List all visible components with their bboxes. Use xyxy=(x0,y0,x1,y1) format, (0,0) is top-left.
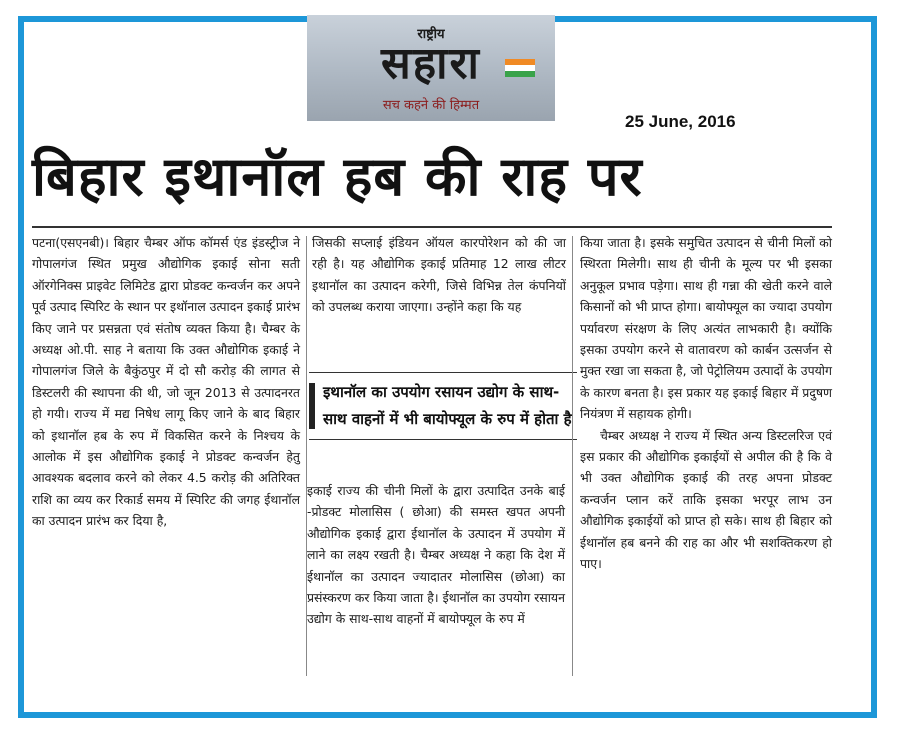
headline-rule xyxy=(32,226,832,228)
masthead-small-text: राष्ट्रीय xyxy=(417,27,445,42)
article-column-2-top: जिसकी सप्लाई इंडियन ऑयल कारपोरेशन को की जा रही है। यह औद्योगिक इकाई प्रतिमाह 12 लाख लीटर इथानॉल का उत्पादन करेगी, जिसे विभिन्न तेल कंपनियों को उपलब्ध कराया जाएगा। उन्होंने कहा कि यह xyxy=(312,235,566,315)
publication-date: 25 June, 2016 xyxy=(625,112,736,131)
pull-quote xyxy=(309,372,577,440)
tricolor-stripe-icon xyxy=(505,59,535,77)
column-divider xyxy=(572,236,573,676)
article-column-3-para-1: किया जाता है। इसके समुचित उत्पादन से चीनी मिलों को स्थिरता मिलेगी। साथ ही चीनी के मूल्य पर भी इसका अनुकूल प्रभाव पड़ेगा। साथ ही गन्ना की खेती करने वाले किसानों को भी प्राप्त होगा। बायोफ्यूल का ज्यादा उपयोग पर्यावरण संरक्षण के लिए अत्यंत लाभकारी है। क्योंकि इसका उपयोग करने से वातावरण को कार्बन उत्सर्जन से मुक्त रखा जा सकता है, जो पेट्रोलियम उत्पादों के उपयोग के कारण बनता है। इस प्रकार यह इकाई बिहार में प्रदुषण नियंत्रण में सहायक होगी। xyxy=(580,235,832,422)
article-column-3-para-2: चैम्बर अध्यक्ष ने राज्य में स्थित अन्य डिस्टलरिज एवं इस प्रकार की औद्योगिक इकाईयों से अपील की है कि वे भी उक्त औद्योगिक इकाई की तरह अपना प्रोडक्ट कन्वर्जन प्लान करें ताकि इसका भरपूर लाभ उन औद्योगिक इकाईयों को प्राप्त हो सके। साथ ही बिहार को ईथानॉल हब बनने की राह का और भी सशक्तिकरण हो पाए। xyxy=(580,427,832,572)
masthead-logo xyxy=(307,15,555,121)
article-headline: बिहार इथानॉल हब की राह पर xyxy=(32,145,643,208)
masthead-tagline: सच कहने की हिम्मत xyxy=(382,98,480,113)
pull-quote-bar xyxy=(309,383,315,429)
masthead-name: सहारा xyxy=(381,38,481,89)
article-column-1: पटना(एसएनबी)। बिहार चैम्बर ऑफ कॉमर्स एंड इंडस्ट्रीज ने गोपालगंज स्थित प्रमुख औद्योगिक इकाई सोना सती ऑरगेनिक्स प्राइवेट लिमिटेड द्वारा प्रोडक्ट कन्वर्जन कर अपने पूर्व उत्पाद स्पिरिट के स्थान पर इथॉनाल उत्पादन इकाई प्रारंभ किए जाने पर प्रसन्नता एवं संतोष व्यक्त किया है। चैम्बर के अध्यक्ष ओ.पी. साह ने बताया कि उक्त औद्योगिक इकाई ने गोपालगंज जिले के बैकुंठपुर में दो सौ करोड़ की लागत से डिस्टलरी की स्थापना की थी, जो जून 2013 से उत्पादनरत हो गयी। राज्य में मद्य निषेध लागू किए जाने के बाद बिहार को इथानॉल हब के रुप में विकसित करने के निश्चय के आलोक में इस औद्योगिक इकाई ने प्रोडक्ट कन्वर्जन हेतु आवश्यक बदलाव करने को लेकर 4.5 करोड़ की अतिरिक्त राशि का व्यय कर रिकार्ड समय में स्पिरिट की जगह ईथानॉल का उत्पादन प्रारंभ कर दिया है, xyxy=(32,235,300,529)
article-column-3 xyxy=(580,232,832,575)
pull-quote-text: इथानॉल का उपयोग रसायन उद्योग के साथ-साथ वाहनों में भी बायोफ्यूल के रुप में होता है xyxy=(323,383,572,428)
article-column-2-bottom: इकाई राज्य की चीनी मिलों के द्वारा उत्पादित उनके बाई -प्रोडक्ट मोलासिस ( छोआ) की समस्त खपत अपनी औद्योगिक इकाई द्वारा ईथानॉल के उत्पादन में उपयोग में लाने का लक्ष्य रखती है। चैम्बर अध्यक्ष ने कहा कि देश में ईथानॉल का उत्पादन ज्यादातर मोलासिस (छोआ) का प्रसंस्करण कर किया जाता है। ईथानॉल का उपयोग रसायन उद्योग के साथ-साथ वाहनों में बायोफ्यूल के रुप में xyxy=(307,483,565,627)
